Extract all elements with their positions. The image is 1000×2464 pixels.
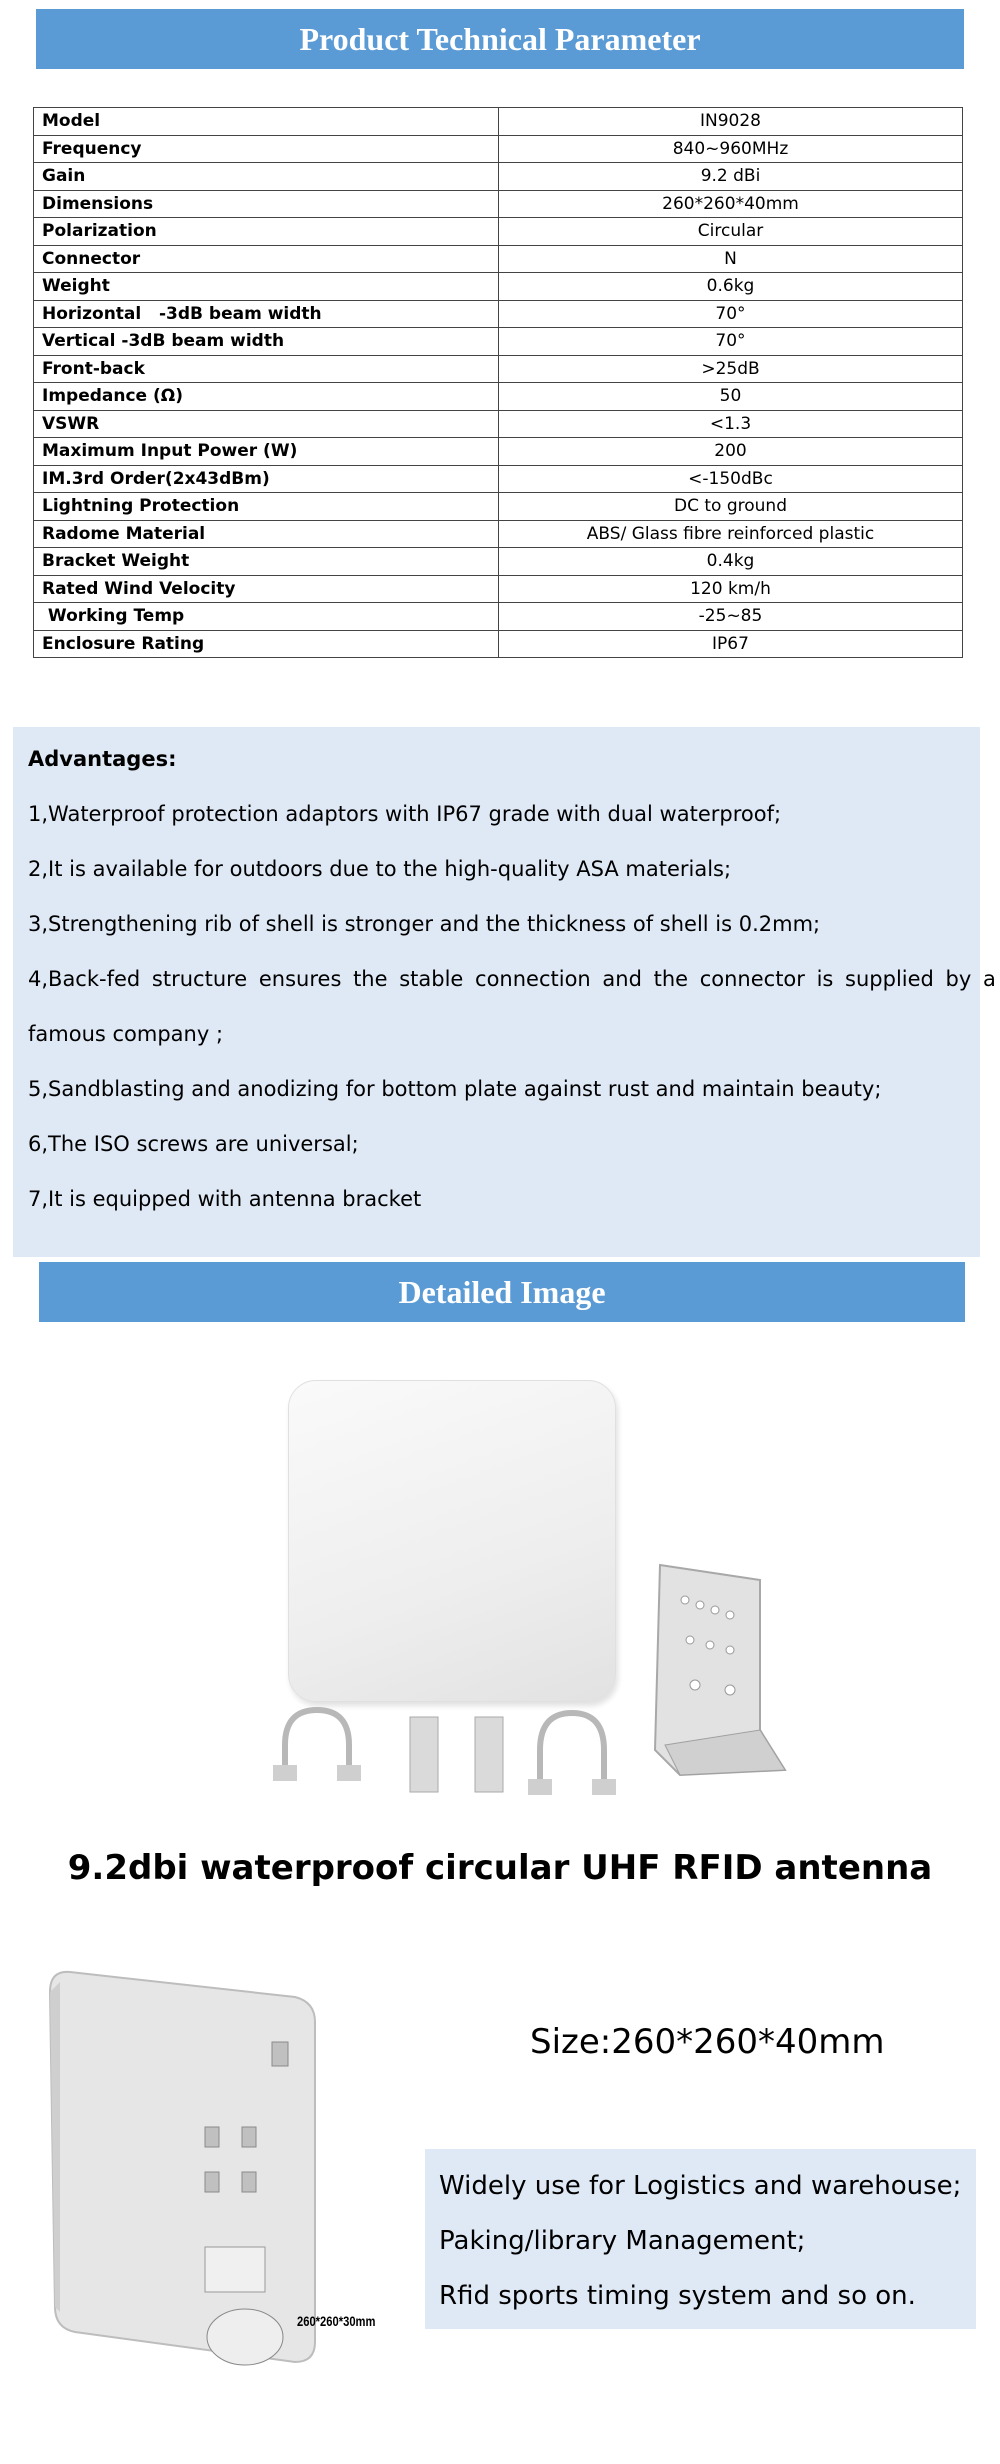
- spec-row: [34, 328, 963, 356]
- antenna-panel-image: [288, 1380, 616, 1702]
- spec-row: [34, 273, 963, 301]
- spec-row: [34, 218, 963, 246]
- spec-value: 260*260*40mm: [499, 190, 963, 218]
- clamp-plate: [475, 1717, 503, 1792]
- spec-value: Circular: [499, 218, 963, 246]
- spec-value: 120 km/h: [499, 575, 963, 603]
- advantages-title: Advantages:: [28, 747, 177, 771]
- nut: [592, 1779, 616, 1795]
- spec-section-title: Product Technical Parameter: [36, 9, 964, 69]
- spec-row: [34, 603, 963, 631]
- spec-row: [34, 548, 963, 576]
- spec-value: DC to ground: [499, 493, 963, 521]
- spec-value: IN9028: [499, 108, 963, 136]
- spec-row: [34, 465, 963, 493]
- antenna-back-image: [30, 1962, 430, 2372]
- spec-value: 9.2 dBi: [499, 163, 963, 191]
- spec-key: Dimensions: [34, 190, 499, 218]
- spec-value: ABS/ Glass fibre reinforced plastic: [499, 520, 963, 548]
- usage-line: Rfid sports timing system and so on.: [439, 2281, 916, 2311]
- spec-key: Lightning Protection: [34, 493, 499, 521]
- advantage-line: 1,Waterproof protection adaptors with IP67 grade with dual waterproof;: [28, 802, 782, 826]
- nut: [337, 1765, 361, 1781]
- advantages-box: [13, 727, 996, 1257]
- spec-row: [34, 355, 963, 383]
- spec-key: Radome Material: [34, 520, 499, 548]
- nut: [528, 1779, 552, 1795]
- usage-box: [425, 2149, 976, 2329]
- spec-key: Working Temp: [34, 603, 499, 631]
- antenna-bracket-image: [640, 1560, 790, 1780]
- spec-key: Bracket Weight: [34, 548, 499, 576]
- spec-key: Impedance (Ω): [34, 383, 499, 411]
- size-label: 260*260*30mm: [297, 2313, 376, 2329]
- advantage-line: 2,It is available for outdoors due to the high-quality ASA materials;: [28, 857, 732, 881]
- spec-value: IP67: [499, 630, 963, 658]
- spec-value: 70°: [499, 328, 963, 356]
- nut: [273, 1765, 297, 1781]
- usage-line: Paking/library Management;: [439, 2226, 806, 2256]
- spec-key: Rated Wind Velocity: [34, 575, 499, 603]
- spec-value: 200: [499, 438, 963, 466]
- spec-key: VSWR: [34, 410, 499, 438]
- advantage-line: 5,Sandblasting and anodizing for bottom plate against rust and maintain beauty;: [28, 1077, 882, 1101]
- spec-row: [34, 630, 963, 658]
- spec-value: 840~960MHz: [499, 135, 963, 163]
- spec-value: 0.4kg: [499, 548, 963, 576]
- spec-key: Vertical -3dB beam width: [34, 328, 499, 356]
- spec-key: Enclosure Rating: [34, 630, 499, 658]
- spec-key: Front-back: [34, 355, 499, 383]
- label-sticker: [205, 2247, 265, 2292]
- advantage-line: 4,Back-fed structure ensures the stable connection and the connector is supplied by a: [28, 967, 996, 991]
- spec-value: 50: [499, 383, 963, 411]
- product-caption: 9.2dbi waterproof circular UHF RFID antenna: [67, 1848, 933, 1888]
- mounting-hardware-image: [265, 1705, 645, 1815]
- spec-row: [34, 493, 963, 521]
- spec-row: [34, 575, 963, 603]
- spec-row: [34, 135, 963, 163]
- spec-row: [34, 520, 963, 548]
- advantage-line: 3,Strengthening rib of shell is stronger and the thickness of shell is 0.2mm;: [28, 912, 821, 936]
- spec-row: [34, 438, 963, 466]
- size-text: Size:260*260*40mm: [530, 2022, 885, 2062]
- clamp-plate: [410, 1717, 438, 1792]
- spec-key: Weight: [34, 273, 499, 301]
- advantage-line: famous company ;: [28, 1022, 224, 1046]
- spec-key: Gain: [34, 163, 499, 191]
- spec-row: [34, 163, 963, 191]
- spec-key: IM.3rd Order(2x43dBm): [34, 465, 499, 493]
- spec-row: [34, 410, 963, 438]
- spec-key: Model: [34, 108, 499, 136]
- spec-value: >25dB: [499, 355, 963, 383]
- advantage-line: 7,It is equipped with antenna bracket: [28, 1187, 422, 1211]
- spec-value: 70°: [499, 300, 963, 328]
- spec-value: <1.3: [499, 410, 963, 438]
- spec-value: <-150dBc: [499, 465, 963, 493]
- spec-table: [33, 107, 963, 658]
- spec-key: Polarization: [34, 218, 499, 246]
- spec-key: Frequency: [34, 135, 499, 163]
- spec-key: Maximum Input Power (W): [34, 438, 499, 466]
- spec-row: [34, 190, 963, 218]
- spec-row: [34, 300, 963, 328]
- spec-key: Connector: [34, 245, 499, 273]
- spec-value: -25~85: [499, 603, 963, 631]
- detail-section-title: Detailed Image: [39, 1262, 965, 1322]
- spec-key: Horizontal -3dB beam width: [34, 300, 499, 328]
- spec-row: [34, 383, 963, 411]
- spec-value: 0.6kg: [499, 273, 963, 301]
- usage-line: Widely use for Logistics and warehouse;: [439, 2171, 962, 2201]
- spec-row: [34, 245, 963, 273]
- spec-row: [34, 108, 963, 136]
- advantage-line: 6,The ISO screws are universal;: [28, 1132, 359, 1156]
- spec-value: N: [499, 245, 963, 273]
